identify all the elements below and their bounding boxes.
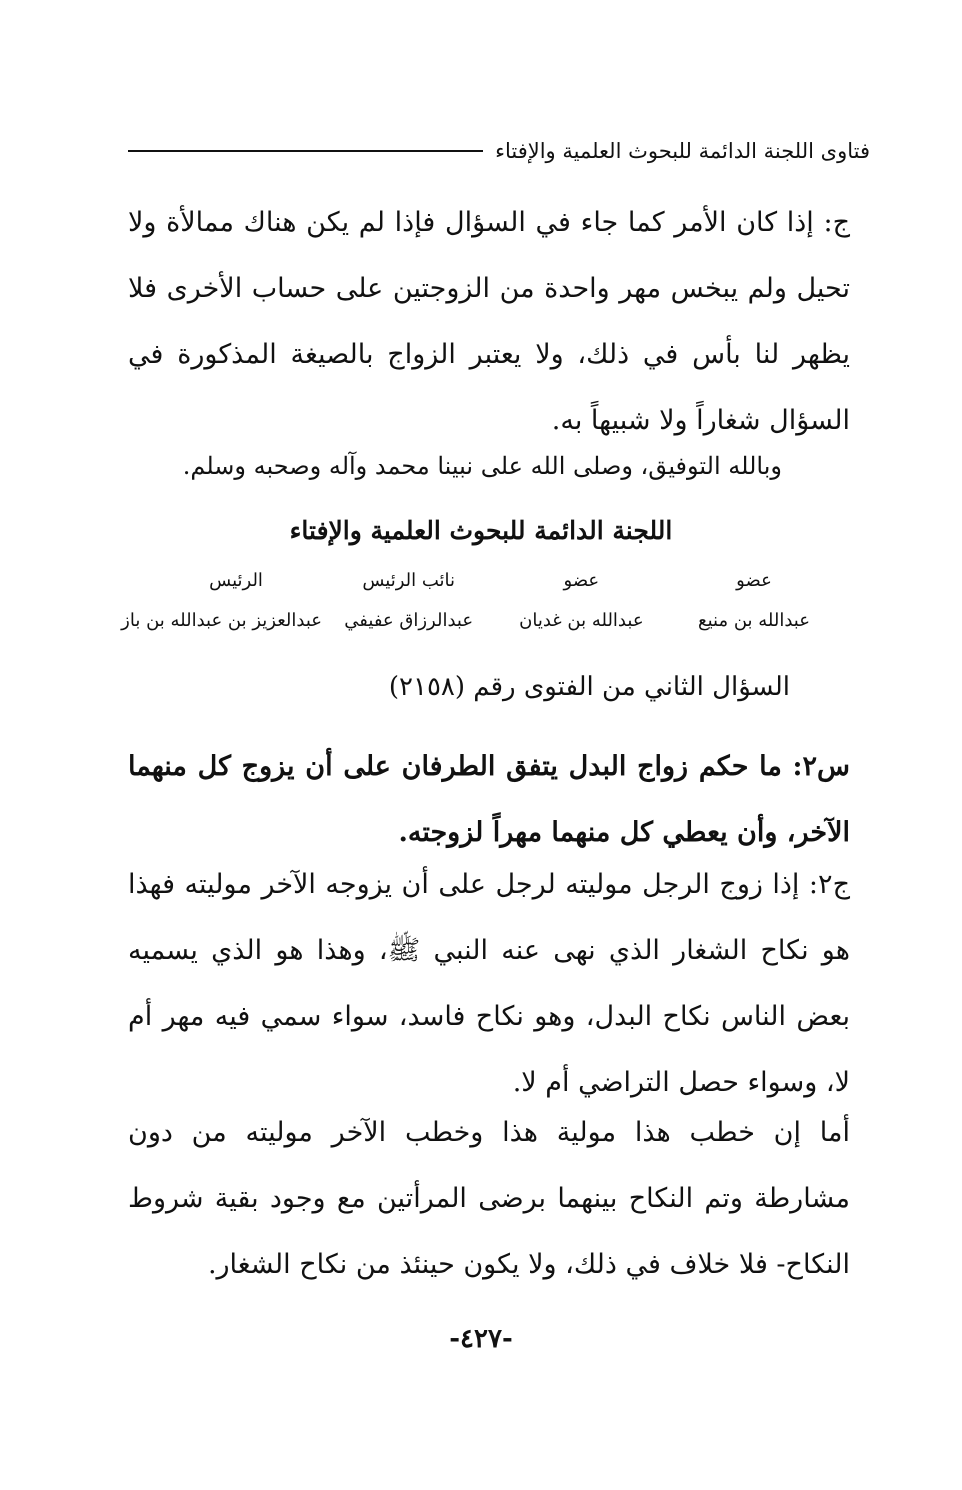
signatory-name: عبدالعزيز بن عبدالله بن باز <box>121 610 323 631</box>
signatory-role: عضو <box>563 570 600 591</box>
signatory-roles <box>150 570 840 591</box>
question-paragraph: س٢: ما حكم زواج البدل يتفق الطرفان على أن يزوج كل منهما الآخر، وأن يعطي كل منهما مهراً لزوجته. <box>128 751 850 848</box>
answer-paragraph-1: ج: إذا كان الأمر كما جاء في السؤال فإذا لم يكن هناك ممالأة ولا تحيل ولم يبخس مهر واحدة من الزوجتين على حساب الأخرى فلا يظهر لنا بأس في ذلك، ولا يعتبر الزواج بالصيغة المذكورة في السؤال شغاراً ولا شبيهاً به. <box>128 207 850 436</box>
question-title: السؤال الثاني من الفتوى رقم (٢١٥٨) <box>388 672 790 702</box>
signatory-role: نائب الرئيس <box>362 570 456 591</box>
signatory-name: عبدالله بن غديان <box>519 610 644 631</box>
closing-line: وبالله التوفيق، وصلى الله على نبينا محمد وآله وصحبه وسلم. <box>182 452 782 480</box>
signatory-names <box>121 610 840 631</box>
running-header <box>128 128 870 174</box>
signatory-name: عبدالرزاق عفيفي <box>344 610 474 631</box>
signatory-role: عضو <box>736 570 772 591</box>
answer-paragraph-3: أما إن خطب هذا مولية هذا وخطب الآخر موليته من دون مشارطة وتم النكاح بينهما برضى المرأتين مع وجود بقية شروط النكاح- فلا خلاف في ذلك، ولا يكون حينئذ من نكاح الشغار. <box>128 1117 850 1280</box>
answer-paragraph-2: ج٢: إذا زوج الرجل موليته لرجل على أن يزوجه الآخر موليته فهذا هو نكاح الشغار الذي نهى عنه النبي ﷺ، وهذا هو الذي يسميه بعض الناس نكاح البدل، وهو نكاح فاسد، سواء سمي فيه مهر أم لا، وسواء حصل التراضي أم لا. <box>128 869 850 1098</box>
header-rule <box>128 150 483 152</box>
page-number: -٤٢٧- <box>449 1324 513 1354</box>
header-title: فتاوى اللجنة الدائمة للبحوث العلمية والإفتاء <box>495 139 870 163</box>
signatory-name: عبدالله بن منيع <box>698 610 810 631</box>
committee-title: اللجنة الدائمة للبحوث العلمية والإفتاء <box>289 516 673 545</box>
signatory-role: الرئيس <box>209 570 263 591</box>
